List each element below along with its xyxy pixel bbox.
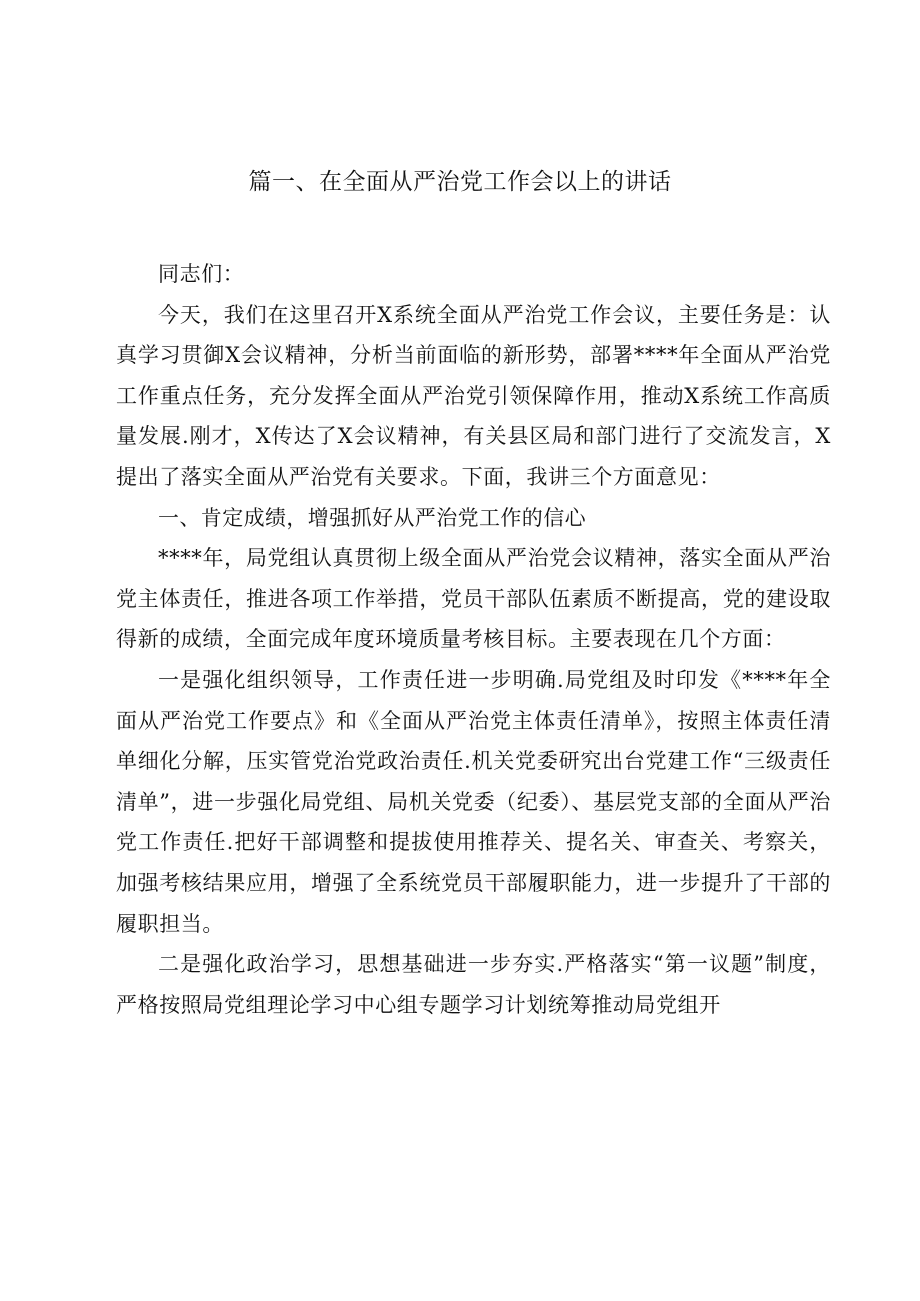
document-body (116, 254, 831, 1025)
section-heading-1: 一、肯定成绩，增强抓好从严治党工作的信心 (158, 505, 586, 530)
paragraph-intro: 今天，我们在这里召开X系统全面从严治党工作会议，主要任务是：认真学习贯御X会议精神，分析当前面临的新形势，部署****年全面从严治党工作重点任务，充分发挥全面从严治党引领保障作用，推动X系统工作高质量发展.刚才，X传达了X会议精神，有关县区局和部门进行了交流发言，X提出了落实全面从严治党有关要求。下面，我讲三个方面意见： (116, 302, 831, 489)
paragraph-study: 二是强化政治学习，思想基础进一步夯实.严格落实“第一议题”制度，严格按照局党组理论学习中心组专题学习计划统筹推动局党组开 (116, 952, 831, 1017)
salutation: 同志们： (158, 262, 245, 286)
paragraph-organization: 一是强化组织领导，工作责任进一步明确.局党组及时印发《****年全面从严治党工作要点》和《全面从严治党主体责任清单》，按照主体责任清单细化分解，压实管党治党政治责任.机关党委研究出台党建工作“三级责任清单”，进一步强化局党组、局机关党委（纪委）、基层党支部的全面从严治党工作责任.把好干部调整和提拔使用推荐关、提名关、审查关、考察关，加强考核结果应用，增强了全系统党员干部履职能力，进一步提升了干部的履职担当。 (116, 667, 831, 936)
paragraph-achievements: ****年，局党组认真贯彻上级全面从严治党会议精神，落实全面从严治党主体责任，推进各项工作举措，党员干部队伍素质不断提高，党的建设取得新的成绩，全面完成年度环境质量考核目标。主要表现在几个方面： (116, 546, 831, 652)
document-title: 篇一、在全面从严治党工作会以上的讲话 (248, 169, 672, 195)
